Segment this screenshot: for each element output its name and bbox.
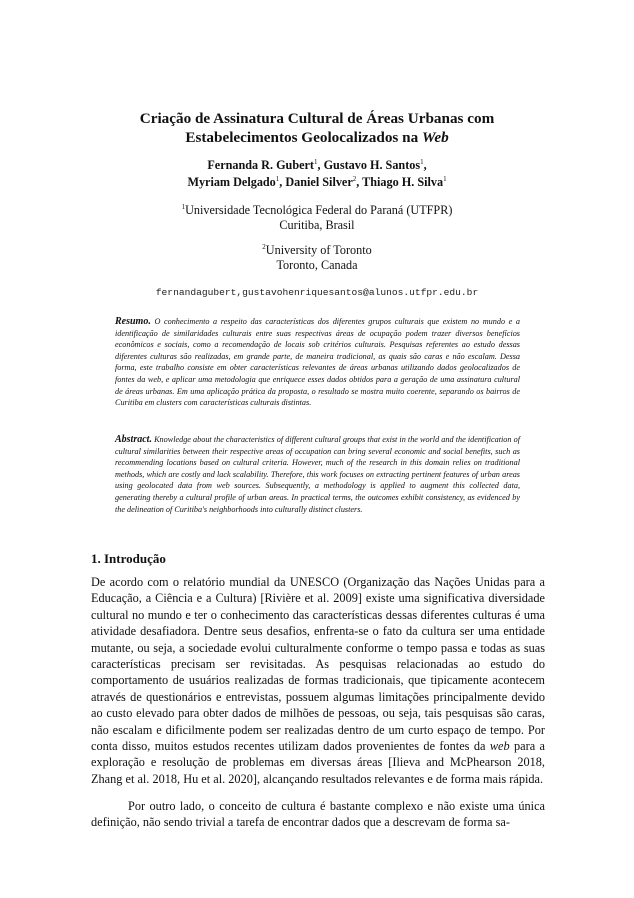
resumo-text: O conhecimento a respeito das características dos diferentes grupos culturais que existem no mundo e a identificação de similaridades culturais entre suas respectivas áreas de ocupação podem trazer diversos benefícios econômicos e sociais, como a recomendação de locais sob critérios culturais. Pesquisas referentes ao estudo dessas diferentes culturas são realizadas, em grande parte, de maneira tradicional, as quais são caras e não escalam. Dessa forma, este trabalho consiste em obter características relevantes de áreas urbanas utilizando dados geolocalizados de fontes da web, e aplicar uma metodologia que enriquece esses dados obtidos para a geração de uma assinatura cultural de áreas urbanas. Em uma aplicação prática da proposta, o resultado se mostra muito coerente, separando os bairros de Curitiba em clusters com características culturais distintas.	[115, 317, 520, 408]
abstract-text: Knowledge about the characteristics of different cultural groups that exist in the world and the identification of cultural similarities between their respective areas of occupation can bring several economic and social benefits, such as recommending locations based on cultural criteria. However, much of the research in this domain relies on traditional methods, which are costly and lack scalability. Therefore, this work focuses on extracting pertinent features of urban areas using geolocated data from web sources. Subsequently, a methodology is applied to augment this collected data, generating thereby a cultural profile of urban areas. In practical terms, the outcomes exhibit consistency, as evidenced by the delineation of Curitiba's neighborhoods into culturally distinct clusters.	[115, 435, 520, 514]
paper-title	[60, 109, 574, 147]
affiliation-1: $^1$Universidade Tecnológica Federal do Paraná (UTFPR) Curitiba, Brasil	[181, 203, 453, 232]
title-line-1: Criação de Assinatura Cultural de Áreas Urbanas com	[139, 110, 495, 127]
author-email: fernandagubert,gustavohenriquesantos@alunos.utfpr.edu.br	[155, 287, 479, 298]
author-list	[60, 157, 574, 191]
authors-line-1: Fernanda R. Gubert$^1$, Gustavo H. Santos$^1$,	[207, 158, 427, 172]
authors-line-2: Myriam Delgado$^1$, Daniel Silver$^2$, Thiago H. Silva$^1$	[187, 175, 447, 189]
resumo-label: Resumo.	[115, 316, 151, 327]
intro-paragraph-1: De acordo com o relatório mundial da UNESCO (Organização das Nações Unidas para a Educação, a Ciência e a Cultura) [Rivière et al. 2009] existe uma significativa diversidade cultural no mundo e ter o conhecimento das características dessas diferentes culturas é uma atividade desafiadora. Dentre seus desafios, enfrenta-se o fato da cultura ser uma entidade mutante, ou seja, a sociedade evolui culturalmente conforme o tempo passa e todas as suas características precisam ser revisitadas. As pesquisas relacionadas ao estudo do comportamento de usuários realizadas de formas tradicionais, que tipicamente acontecem através de questionários e entrevistas, possuem algumas limitações principalmente devido ao custo elevado para obter dados de milhões de pessoas, ou seja, tais pesquisas são caras, não escalam e dificilmente podem ser realizadas dentro de um curto espaço de tempo. Por conta disso, muitos estudos recentes utilizam dados provenientes de fontes da web para a exploração e resolução de problemas em diversas áreas [Ilieva and McPhearson 2018, Zhang et al. 2018, Hu et al. 2020], alcançando resultados relevantes e de forma mais rápida.	[91, 575, 545, 786]
section-heading-introducao: 1. Introdução	[91, 551, 166, 566]
affiliation-2: $^2$University of Toronto Toronto, Canada	[262, 243, 372, 272]
abstract-label: Abstract.	[115, 434, 152, 445]
intro-paragraph-2: Por outro lado, o conceito de cultura é bastante complexo e não existe uma única definição, não sendo trivial a tarefa de encontrar dados que a descrevam de forma sa-	[91, 799, 545, 830]
title-line-2: Estabelecimentos Geolocalizados na Web	[185, 129, 449, 146]
resumo-block	[115, 316, 520, 409]
abstract-block	[115, 434, 520, 515]
